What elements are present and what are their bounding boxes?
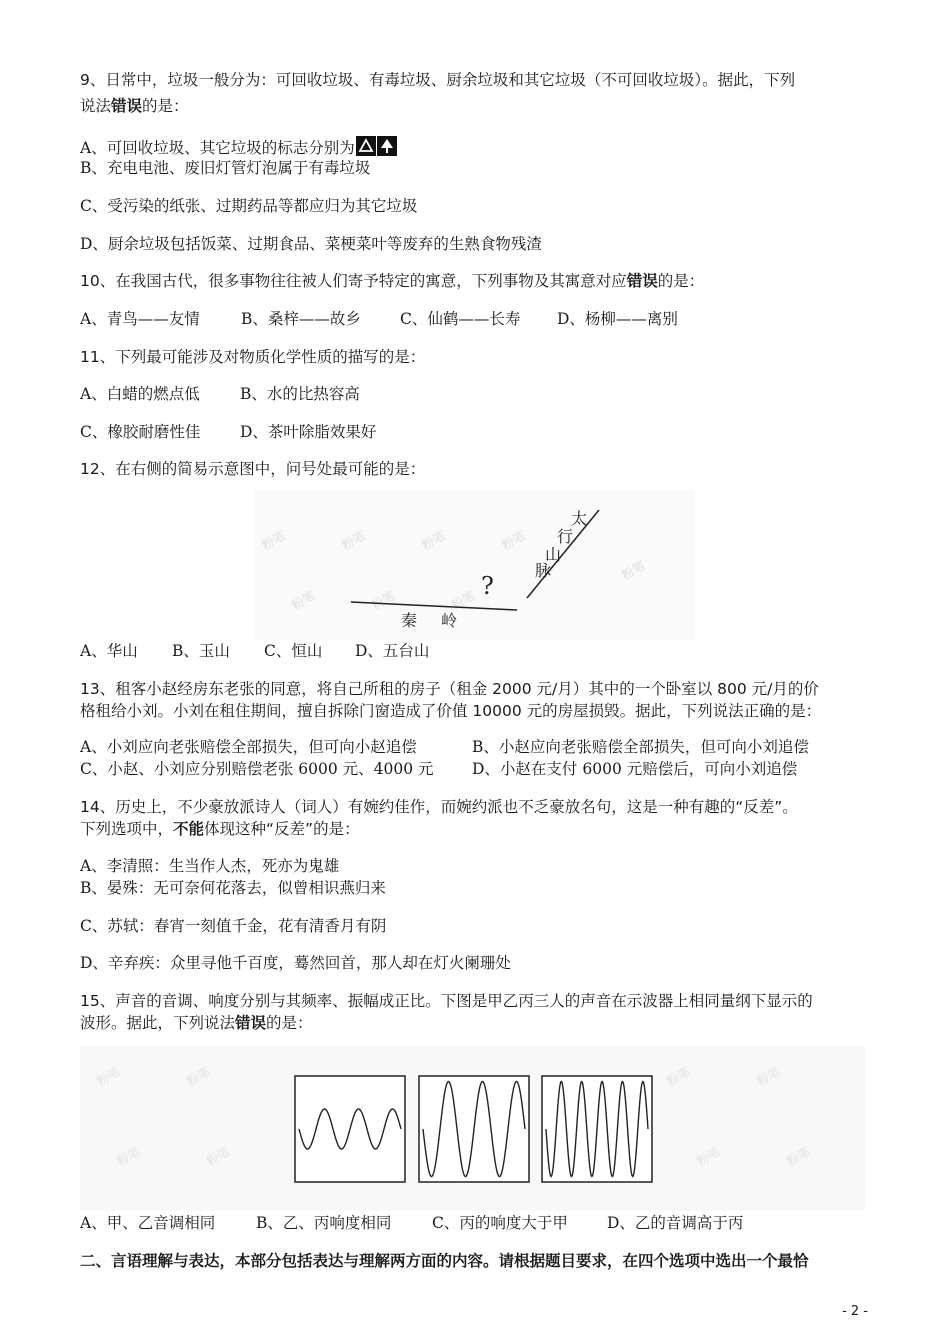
q10-option-b: B、桑梓——故乡 bbox=[241, 310, 361, 328]
q14-stem-line2: 下列选项中，不能体现这种“反差”的是： bbox=[80, 820, 360, 838]
q11-stem: 11、下列最可能涉及对物质化学性质的描写的是： bbox=[80, 348, 426, 366]
q9-option-c: C、受污染的纸张、过期药品等都应归为其它垃圾 bbox=[80, 197, 418, 215]
q12-option-d: D、五台山 bbox=[355, 642, 430, 660]
taihang-char-4: 脉 bbox=[535, 561, 552, 580]
q14-option-b: B、晏殊：无可奈何花落去，似曾相识燕归来 bbox=[80, 879, 386, 897]
watermark: 粉笔 bbox=[449, 588, 478, 613]
section-2-heading: 二、言语理解与表达，本部分包括表达与理解两方面的内容。请根据题目要求，在四个选项中选出一个最恰 bbox=[80, 1252, 809, 1270]
q15-oscilloscope-figure bbox=[80, 1046, 865, 1211]
q14-option-a: A、李清照：生当作人杰，死亦为鬼雄 bbox=[80, 857, 340, 875]
q11-option-c: C、橡胶耐磨性佳 bbox=[80, 423, 201, 441]
taihang-mountain-line bbox=[527, 510, 599, 598]
watermark: 粉笔 bbox=[784, 1144, 813, 1169]
watermark: 粉笔 bbox=[694, 1144, 723, 1169]
q10-option-a: A、青鸟——友情 bbox=[80, 310, 200, 328]
watermark: 粉笔 bbox=[664, 1064, 693, 1089]
watermark: 粉笔 bbox=[114, 1144, 143, 1169]
q15-option-d: D、乙的音调高于丙 bbox=[607, 1214, 744, 1232]
q15-option-b: B、乙、丙响度相同 bbox=[256, 1214, 392, 1232]
watermark: 粉笔 bbox=[94, 1064, 123, 1089]
q12-option-c: C、恒山 bbox=[264, 642, 323, 660]
q11-option-b: B、水的比热容高 bbox=[240, 385, 360, 403]
q10-option-c: C、仙鹤——长寿 bbox=[400, 310, 521, 328]
q15-stem-line1: 15、声音的音调、响度分别与其频率、振幅成正比。下图是甲乙丙三人的声音在示波器上相同量纲下显示的 bbox=[80, 992, 813, 1010]
q9-option-d: D、厨余垃圾包括饭菜、过期食品、菜梗菜叶等废弃的生熟食物残渣 bbox=[80, 235, 542, 253]
q10-option-d: D、杨柳——离别 bbox=[557, 310, 678, 328]
q12-map-figure bbox=[255, 490, 695, 640]
page-number: - 2 - bbox=[842, 1304, 868, 1319]
q13-option-c: C、小赵、小刘应分别赔偿老张 6000 元、4000 元 bbox=[80, 760, 434, 778]
q9-stem-line1: 9、日常中，垃圾一般分为：可回收垃圾、有毒垃圾、厨余垃圾和其它垃圾（不可回收垃圾）。据此，下列 bbox=[80, 71, 796, 89]
q14-option-c: C、苏轼：春宵一刻值千金，花有清香月有阴 bbox=[80, 917, 387, 935]
q12-stem: 12、在右侧的简易示意图中，问号处最可能的是： bbox=[80, 460, 426, 478]
recycle-icon bbox=[356, 136, 376, 156]
watermark: 粉笔 bbox=[339, 528, 368, 553]
tree-icon bbox=[377, 136, 397, 156]
watermark: 粉笔 bbox=[289, 588, 318, 613]
watermark: 粉笔 bbox=[754, 1064, 783, 1089]
q13-option-b: B、小赵应向老张赔偿全部损失，但可向小刘追偿 bbox=[472, 738, 809, 756]
q12-option-b: B、玉山 bbox=[172, 642, 230, 660]
q15-option-c: C、丙的响度大于甲 bbox=[432, 1214, 568, 1232]
q9-option-a: A、可回收垃圾、其它垃圾的标志分别为 bbox=[80, 136, 397, 158]
q10-stem: 10、在我国古代，很多事物往往被人们寄予特定的寓意，下列事物及其寓意对应错误的是： bbox=[80, 272, 705, 290]
watermark: 粉笔 bbox=[619, 558, 648, 583]
q12-option-a: A、华山 bbox=[80, 642, 138, 660]
watermark: 粉笔 bbox=[499, 528, 528, 553]
q9-stem-line2: 说法错误的是： bbox=[80, 97, 189, 115]
qinling-char-2: 岭 bbox=[441, 611, 458, 630]
q13-stem-line1: 13、租客小赵经房东老张的同意，将自己所租的房子（租金 2000 元/月）其中的一个卧室以 800 元/月的价 bbox=[80, 680, 819, 698]
watermark: 粉笔 bbox=[369, 588, 398, 613]
qinling-char-1: 秦 bbox=[401, 611, 418, 630]
q15-option-a: A、甲、乙音调相同 bbox=[80, 1214, 216, 1232]
map-question-mark: ? bbox=[481, 572, 494, 600]
q11-option-a: A、白蜡的燃点低 bbox=[80, 385, 200, 403]
watermark: 粉笔 bbox=[419, 528, 448, 553]
q11-option-d: D、茶叶除脂效果好 bbox=[240, 423, 377, 441]
taihang-char-3: 山 bbox=[545, 545, 562, 564]
q15-stem-line2: 波形。据此，下列说法错误的是： bbox=[80, 1014, 313, 1032]
q9-option-b: B、充电电池、废旧灯管灯泡属于有毒垃圾 bbox=[80, 159, 371, 177]
taihang-char-1: 太 bbox=[571, 509, 588, 528]
q14-stem-line1: 14、历史上，不少豪放派诗人（词人）有婉约佳作，而婉约派也不乏豪放名句，这是一种有趣的“反差”。 bbox=[80, 798, 798, 816]
watermark: 粉笔 bbox=[259, 528, 288, 553]
taihang-char-2: 行 bbox=[557, 527, 574, 546]
q13-stem-line2: 格租给小刘。小刘在租住期间，擅自拆除门窗造成了价值 10000 元的房屋损毁。据此，下列说法正确的是： bbox=[80, 702, 822, 720]
q14-option-d: D、辛弃疾：众里寻他千百度，蓦然回首，那人却在灯火阑珊处 bbox=[80, 954, 511, 972]
q13-option-a: A、小刘应向老张赔偿全部损失，但可向小赵追偿 bbox=[80, 738, 417, 756]
watermark: 粉笔 bbox=[184, 1064, 213, 1089]
q13-option-d: D、小赵在支付 6000 元赔偿后，可向小刘追偿 bbox=[472, 760, 798, 778]
watermark: 粉笔 bbox=[204, 1144, 233, 1169]
